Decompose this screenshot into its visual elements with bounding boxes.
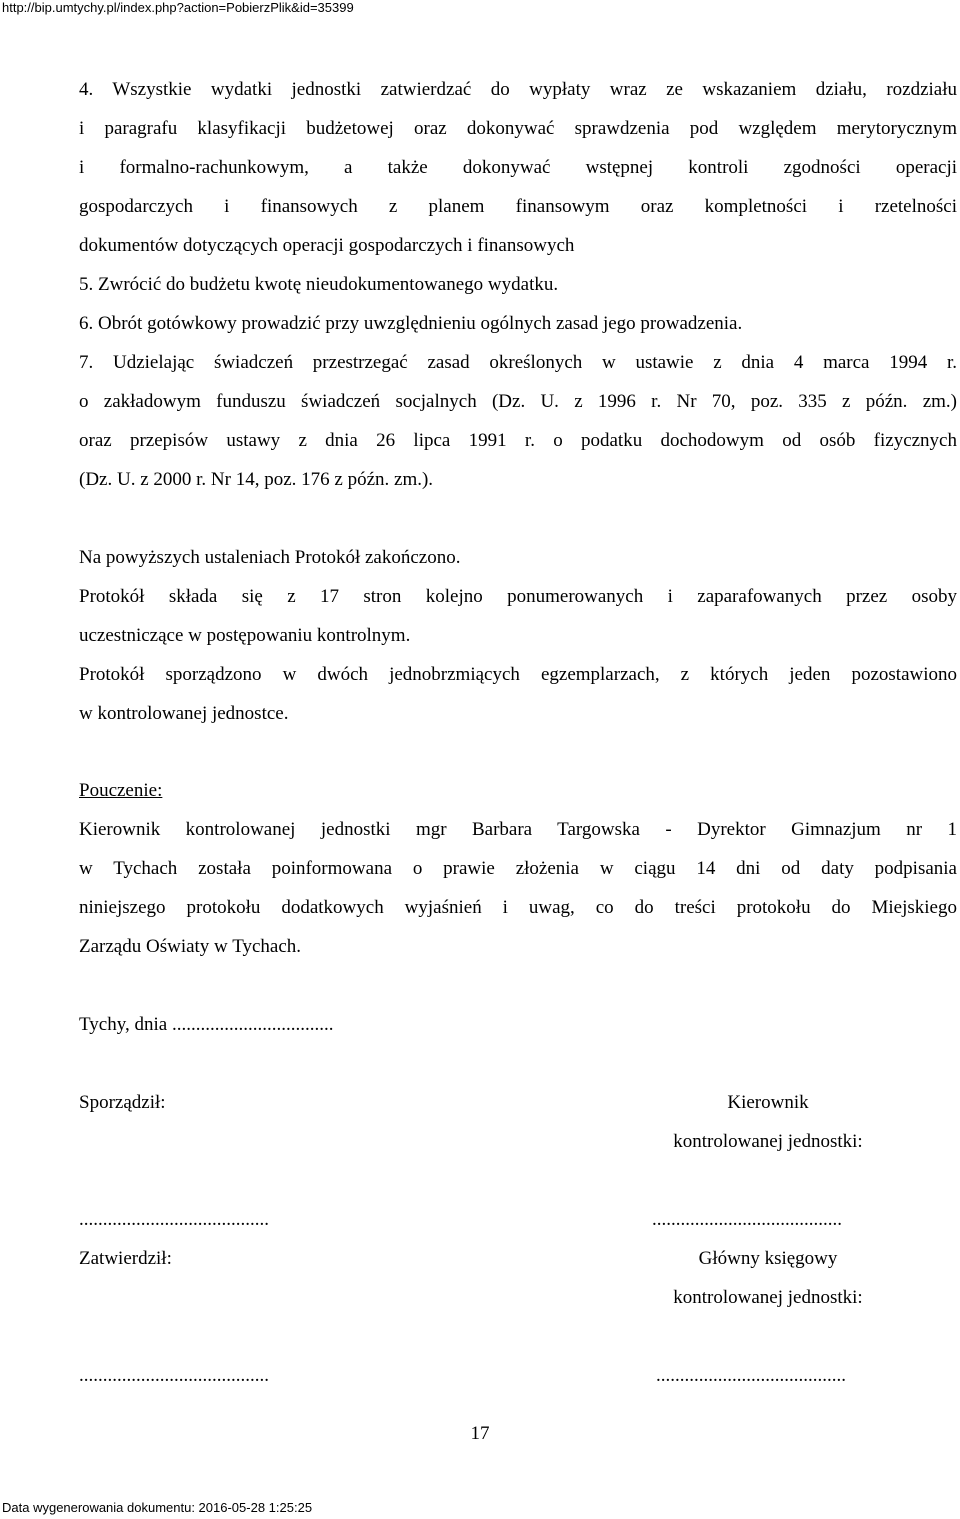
body-line: o zakładowym funduszu świadczeń socjalnych (Dz. U. z 1996 r. Nr 70, poz. 335 z późn. zm.) [79,391,957,412]
body-line: w kontrolowanej jednostce. [79,703,289,724]
header-url: http://bip.umtychy.pl/index.php?action=PobierzPlik&id=35399 [2,0,354,15]
accountant-title-line1: Główny księgowy [698,1248,838,1269]
body-line: Protokół składa się z 17 stron kolejno ponumerowanych i zaparafowanych przez osoby [79,586,957,607]
pouczenie-heading-wrap [79,779,957,803]
body-line: uczestniczące w postępowaniu kontrolnym. [79,625,411,646]
body-line: gospodarczych i finansowych z planem finansowym oraz kompletności i rzetelności [79,196,957,217]
approved-signature-dots: ........................................ [79,1365,269,1386]
body-line: 4. Wszystkie wydatki jednostki zatwierdzać do wypłaty wraz ze wskazaniem działu, rozdziału [79,79,957,100]
pouczenie-line: w Tychach została poinformowana o prawie złożenia w ciągu 14 dni od daty podpisania [79,858,957,879]
body-line: 6. Obrót gotówkowy prowadzić przy uwzględnieniu ogólnych zasad jego prowadzenia. [79,313,743,334]
body-line: Na powyższych ustaleniach Protokół zakończono. [79,547,461,568]
accountant-signature-dots: ........................................ [656,1365,846,1386]
pouczenie-heading: Pouczenie: [79,780,163,801]
pouczenie-line: Kierownik kontrolowanej jednostki mgr Barbara Targowska - Dyrektor Gimnazjum nr 1 [79,819,957,840]
body-line: i formalno-rachunkowym, a także dokonywać wstępnej kontroli zgodności operacji [79,157,957,178]
body-line: Protokół sporządzono w dwóch jednobrzmiących egzemplarzach, z których jeden pozostawiono [79,664,957,685]
pouczenie-line: Zarządu Oświaty w Tychach. [79,936,302,957]
body-line: (Dz. U. z 2000 r. Nr 14, poz. 176 z późn. zm.). [79,469,434,490]
body-line: 5. Zwrócić do budżetu kwotę nieudokumentowanego wydatku. [79,274,559,295]
body-line: oraz przepisów ustawy z dnia 26 lipca 1991 r. o podatku dochodowym od osób fizycznych [79,430,957,451]
head-signature-dots: ........................................ [652,1209,842,1230]
body-line: dokumentów dotyczących operacji gospodarczych i finansowych [79,235,575,256]
prepared-label: Sporządził: [79,1092,166,1113]
head-title-line2: kontrolowanej jednostki: [673,1131,863,1152]
accountant-title-line2: kontrolowanej jednostki: [673,1287,863,1308]
pouczenie-line: niniejszego protokołu dodatkowych wyjaśnień i uwag, co do treści protokołu do Miejskiego [79,897,957,918]
head-title-line1: Kierownik [727,1092,809,1113]
footer-generated: Data wygenerowania dokumentu: 2016-05-28 1:25:25 [2,1500,313,1515]
place-date: Tychy, dnia .................................. [79,1014,334,1035]
approved-label: Zatwierdził: [79,1248,172,1269]
page-number: 17 [470,1423,490,1444]
body-line: 7. Udzielając świadczeń przestrzegać zasad określonych w ustawie z dnia 4 marca 1994 r. [79,352,957,373]
body-line: i paragrafu klasyfikacji budżetowej oraz dokonywać sprawdzenia pod względem merytorycznym [79,118,957,139]
prepared-signature-dots: ........................................ [79,1209,269,1230]
